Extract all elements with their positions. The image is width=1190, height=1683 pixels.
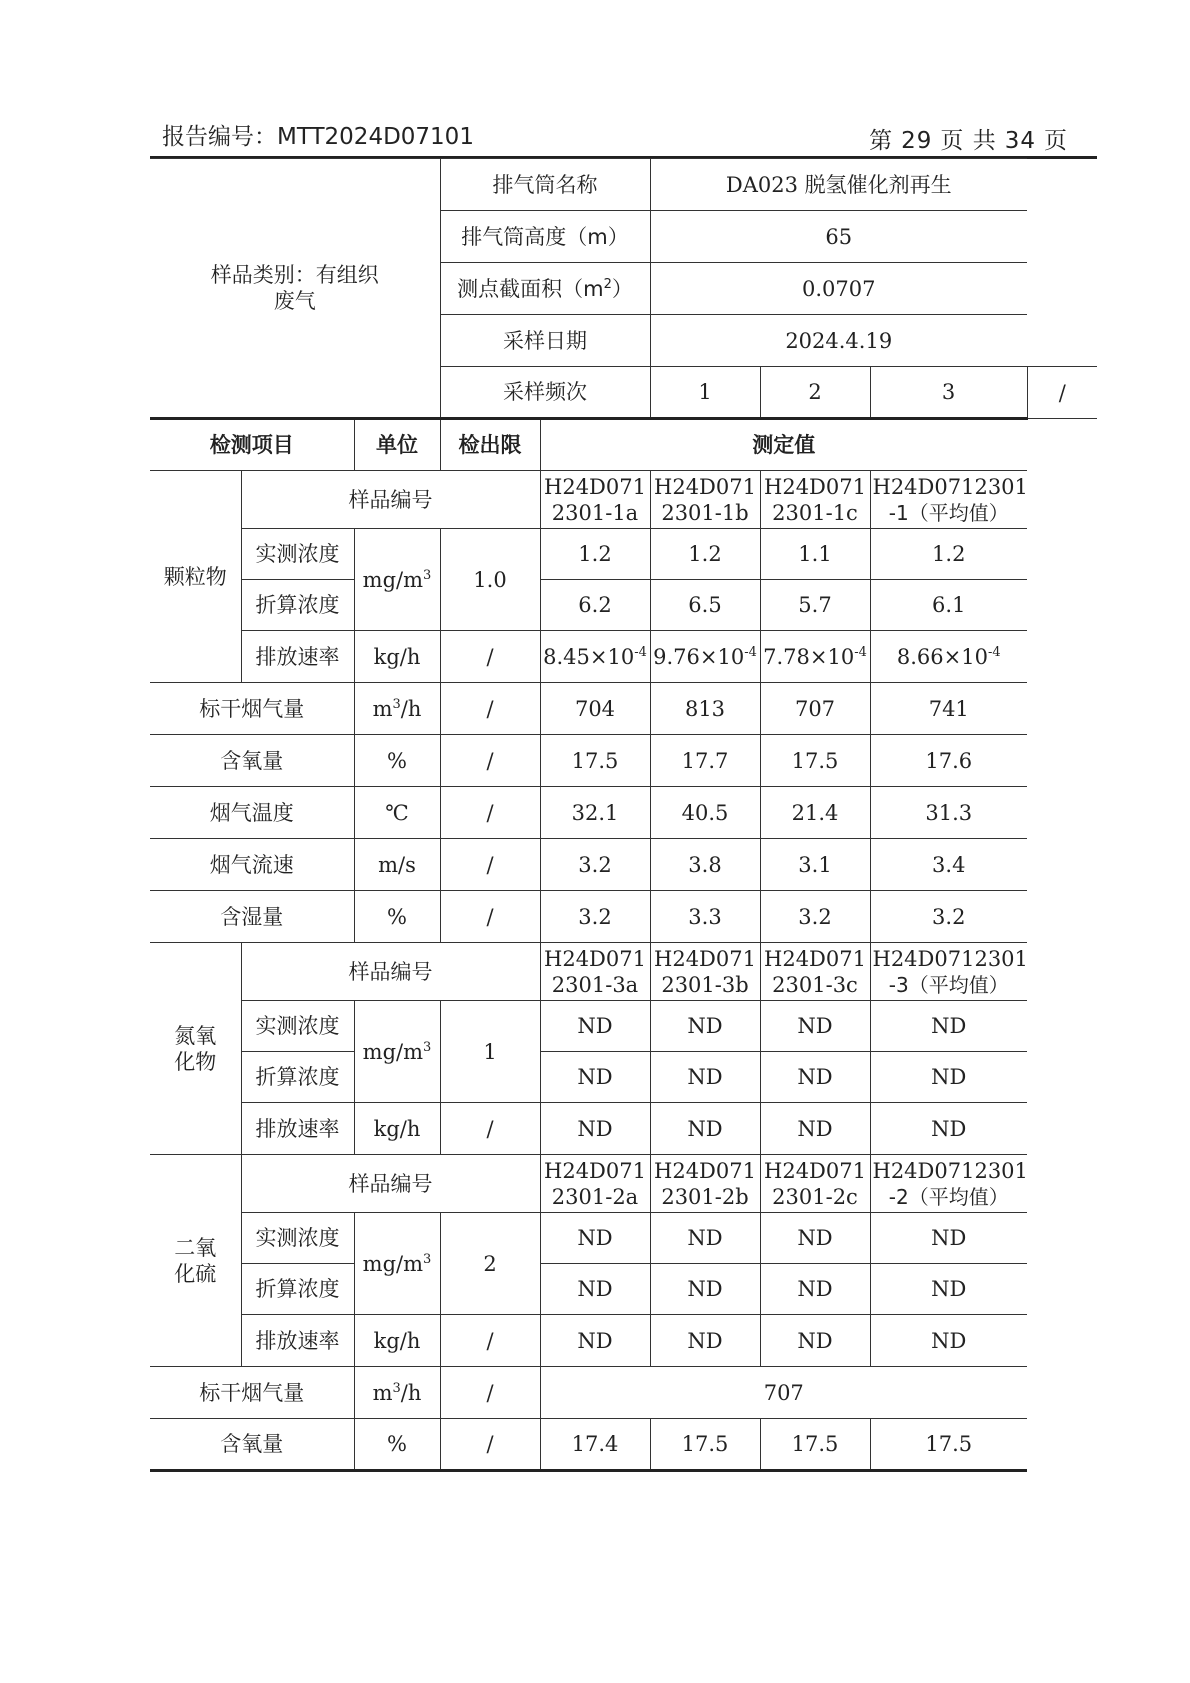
particulate-rate-unit: kg/h	[354, 631, 440, 683]
nox-name: 氮氧 化物	[150, 943, 241, 1155]
param-name: 烟气流速	[150, 839, 354, 891]
page-suffix: 页	[1044, 128, 1068, 154]
stack-height-value: 65	[650, 211, 1027, 263]
section-area-label: 测点截面积$(m^2)$	[440, 263, 650, 315]
particulate-limit: 1.0	[440, 529, 540, 631]
nox-sample-label: 样品编号	[241, 943, 540, 1001]
section-area-value: 0.0707	[650, 263, 1027, 315]
page-prefix: 第	[869, 128, 894, 154]
so2-sample-avg: H24D0712301 -2（平均值）	[870, 1155, 1027, 1213]
tail-flow-name: 标干烟气量	[150, 1367, 354, 1419]
param-name: 标干烟气量	[150, 683, 354, 735]
sampling-date-label: 采样日期	[440, 315, 650, 367]
page-indicator	[865, 122, 1072, 155]
nox-measured-1: ND	[540, 1001, 650, 1052]
particulate-sample-2: H24D071 2301-1b	[650, 471, 760, 529]
param-name: 含湿量	[150, 891, 354, 943]
param-limit: /	[440, 839, 540, 891]
so2-sample-label: 样品编号	[241, 1155, 540, 1213]
frequency-label: 采样频次	[440, 367, 650, 419]
col-limit: 检出限	[440, 419, 540, 471]
param-value: 32.1	[540, 787, 650, 839]
nox-measured-label: 实测浓度	[241, 1001, 354, 1052]
param-unit: %	[354, 735, 440, 787]
particulate-name: 颗粒物	[150, 471, 241, 683]
param-value: 17.7	[650, 735, 760, 787]
particulate-converted-3: 5.7	[760, 580, 870, 631]
so2-measured-avg: ND	[870, 1213, 1027, 1264]
stack-name-label: 排气筒名称	[440, 159, 650, 211]
param-value: 17.5	[760, 735, 870, 787]
tail-oxygen-unit: %	[354, 1419, 440, 1471]
nox-converted-2: ND	[650, 1052, 760, 1103]
nox-sample-3: H24D071 2301-3c	[760, 943, 870, 1001]
report-number: 报告编号：MTT2024D07101	[162, 124, 474, 150]
param-value: 3.3	[650, 891, 760, 943]
particulate-converted-1: 6.2	[540, 580, 650, 631]
nox-measured-avg: ND	[870, 1001, 1027, 1052]
param-limit: /	[440, 787, 540, 839]
particulate-sample-3: H24D071 2301-1c	[760, 471, 870, 529]
param-limit: /	[440, 891, 540, 943]
param-value: 741	[870, 683, 1027, 735]
so2-rate-avg: ND	[870, 1315, 1027, 1367]
param-value: 813	[650, 683, 760, 735]
so2-measured-1: ND	[540, 1213, 650, 1264]
particulate-converted-label: 折算浓度	[241, 580, 354, 631]
tail-flow-value: 707	[540, 1367, 1027, 1419]
stack-height-label: 排气筒高度（m）	[440, 211, 650, 263]
nox-measured-2: ND	[650, 1001, 760, 1052]
nox-converted-3: ND	[760, 1052, 870, 1103]
so2-rate-1: ND	[540, 1315, 650, 1367]
so2-measured-label: 实测浓度	[241, 1213, 354, 1264]
particulate-unit: $mg/m^3$	[354, 529, 440, 631]
so2-converted-1: ND	[540, 1264, 650, 1315]
page-number: 29	[901, 128, 933, 154]
nox-rate-3: ND	[760, 1103, 870, 1155]
particulate-rate-2: $9.76\times 10^{-4}$	[650, 631, 760, 683]
col-value: 测定值	[540, 419, 1027, 471]
param-unit: ℃	[354, 787, 440, 839]
particulate-converted-avg: 6.1	[870, 580, 1027, 631]
page-mid: 页 共	[940, 128, 997, 154]
param-limit: /	[440, 683, 540, 735]
frequency-4: /	[1027, 367, 1097, 419]
particulate-measured-avg: 1.2	[870, 529, 1027, 580]
so2-converted-3: ND	[760, 1264, 870, 1315]
nox-converted-1: ND	[540, 1052, 650, 1103]
particulate-sample-1: H24D071 2301-1a	[540, 471, 650, 529]
nox-sample-avg: H24D0712301 -3（平均值）	[870, 943, 1027, 1001]
col-unit: 单位	[354, 419, 440, 471]
param-value: 3.4	[870, 839, 1027, 891]
param-value: 3.1	[760, 839, 870, 891]
param-value: 3.2	[540, 891, 650, 943]
nox-rate-unit: kg/h	[354, 1103, 440, 1155]
particulate-sample-avg: H24D0712301 -1（平均值）	[870, 471, 1027, 529]
param-name: 含氧量	[150, 735, 354, 787]
page-total: 34	[1004, 128, 1036, 154]
tail-flow-unit: $m^3/h$	[354, 1367, 440, 1419]
param-unit: $m^3/h$	[354, 683, 440, 735]
so2-name: 二氧 化硫	[150, 1155, 241, 1367]
nox-rate-limit: /	[440, 1103, 540, 1155]
tail-oxygen-3: 17.5	[760, 1419, 870, 1471]
particulate-measured-label: 实测浓度	[241, 529, 354, 580]
stack-name-value: DA023 脱氢催化剂再生	[650, 159, 1027, 211]
frequency-2: 2	[760, 367, 870, 419]
so2-rate-label: 排放速率	[241, 1315, 354, 1367]
so2-measured-3: ND	[760, 1213, 870, 1264]
param-value: 21.4	[760, 787, 870, 839]
param-value: 40.5	[650, 787, 760, 839]
tail-oxygen-name: 含氧量	[150, 1419, 354, 1471]
sample-type-cell: 样品类别：有组织 废气	[150, 159, 440, 419]
page-header	[162, 118, 1082, 154]
nox-converted-avg: ND	[870, 1052, 1027, 1103]
nox-sample-2: H24D071 2301-3b	[650, 943, 760, 1001]
particulate-rate-label: 排放速率	[241, 631, 354, 683]
so2-rate-limit: /	[440, 1315, 540, 1367]
emission-table	[150, 158, 1097, 1472]
param-value: 3.2	[760, 891, 870, 943]
so2-sample-2: H24D071 2301-2b	[650, 1155, 760, 1213]
param-value: 17.6	[870, 735, 1027, 787]
particulate-measured-2: 1.2	[650, 529, 760, 580]
param-value: 707	[760, 683, 870, 735]
so2-converted-2: ND	[650, 1264, 760, 1315]
nox-unit: $mg/m^3$	[354, 1001, 440, 1103]
so2-limit: 2	[440, 1213, 540, 1315]
so2-converted-avg: ND	[870, 1264, 1027, 1315]
param-limit: /	[440, 735, 540, 787]
nox-rate-2: ND	[650, 1103, 760, 1155]
particulate-measured-3: 1.1	[760, 529, 870, 580]
param-value: 3.2	[870, 891, 1027, 943]
param-value: 704	[540, 683, 650, 735]
so2-rate-unit: kg/h	[354, 1315, 440, 1367]
so2-sample-1: H24D071 2301-2a	[540, 1155, 650, 1213]
tail-oxygen-4: 17.5	[870, 1419, 1027, 1471]
frequency-3: 3	[870, 367, 1027, 419]
sampling-date-value: 2024.4.19	[650, 315, 1027, 367]
param-unit: %	[354, 891, 440, 943]
particulate-rate-avg: $8.66\times 10^{-4}$	[870, 631, 1027, 683]
particulate-rate-3: $7.78\times 10^{-4}$	[760, 631, 870, 683]
tail-oxygen-2: 17.5	[650, 1419, 760, 1471]
particulate-sample-label: 样品编号	[241, 471, 540, 529]
particulate-rate-limit: /	[440, 631, 540, 683]
nox-rate-avg: ND	[870, 1103, 1027, 1155]
particulate-converted-2: 6.5	[650, 580, 760, 631]
param-value: 17.5	[540, 735, 650, 787]
param-value: 31.3	[870, 787, 1027, 839]
tail-oxygen-1: 17.4	[540, 1419, 650, 1471]
nox-limit: 1	[440, 1001, 540, 1103]
param-value: 3.8	[650, 839, 760, 891]
nox-converted-label: 折算浓度	[241, 1052, 354, 1103]
param-unit: m/s	[354, 839, 440, 891]
col-item: 检测项目	[150, 419, 354, 471]
so2-rate-3: ND	[760, 1315, 870, 1367]
nox-rate-label: 排放速率	[241, 1103, 354, 1155]
so2-measured-2: ND	[650, 1213, 760, 1264]
param-name: 烟气温度	[150, 787, 354, 839]
so2-rate-2: ND	[650, 1315, 760, 1367]
nox-rate-1: ND	[540, 1103, 650, 1155]
nox-sample-1: H24D071 2301-3a	[540, 943, 650, 1001]
tail-flow-limit: /	[440, 1367, 540, 1419]
so2-unit: $mg/m^3$	[354, 1213, 440, 1315]
tail-oxygen-limit: /	[440, 1419, 540, 1471]
nox-measured-3: ND	[760, 1001, 870, 1052]
particulate-rate-1: $8.45\times 10^{-4}$	[540, 631, 650, 683]
frequency-1: 1	[650, 367, 760, 419]
param-value: 3.2	[540, 839, 650, 891]
so2-converted-label: 折算浓度	[241, 1264, 354, 1315]
particulate-measured-1: 1.2	[540, 529, 650, 580]
so2-sample-3: H24D071 2301-2c	[760, 1155, 870, 1213]
